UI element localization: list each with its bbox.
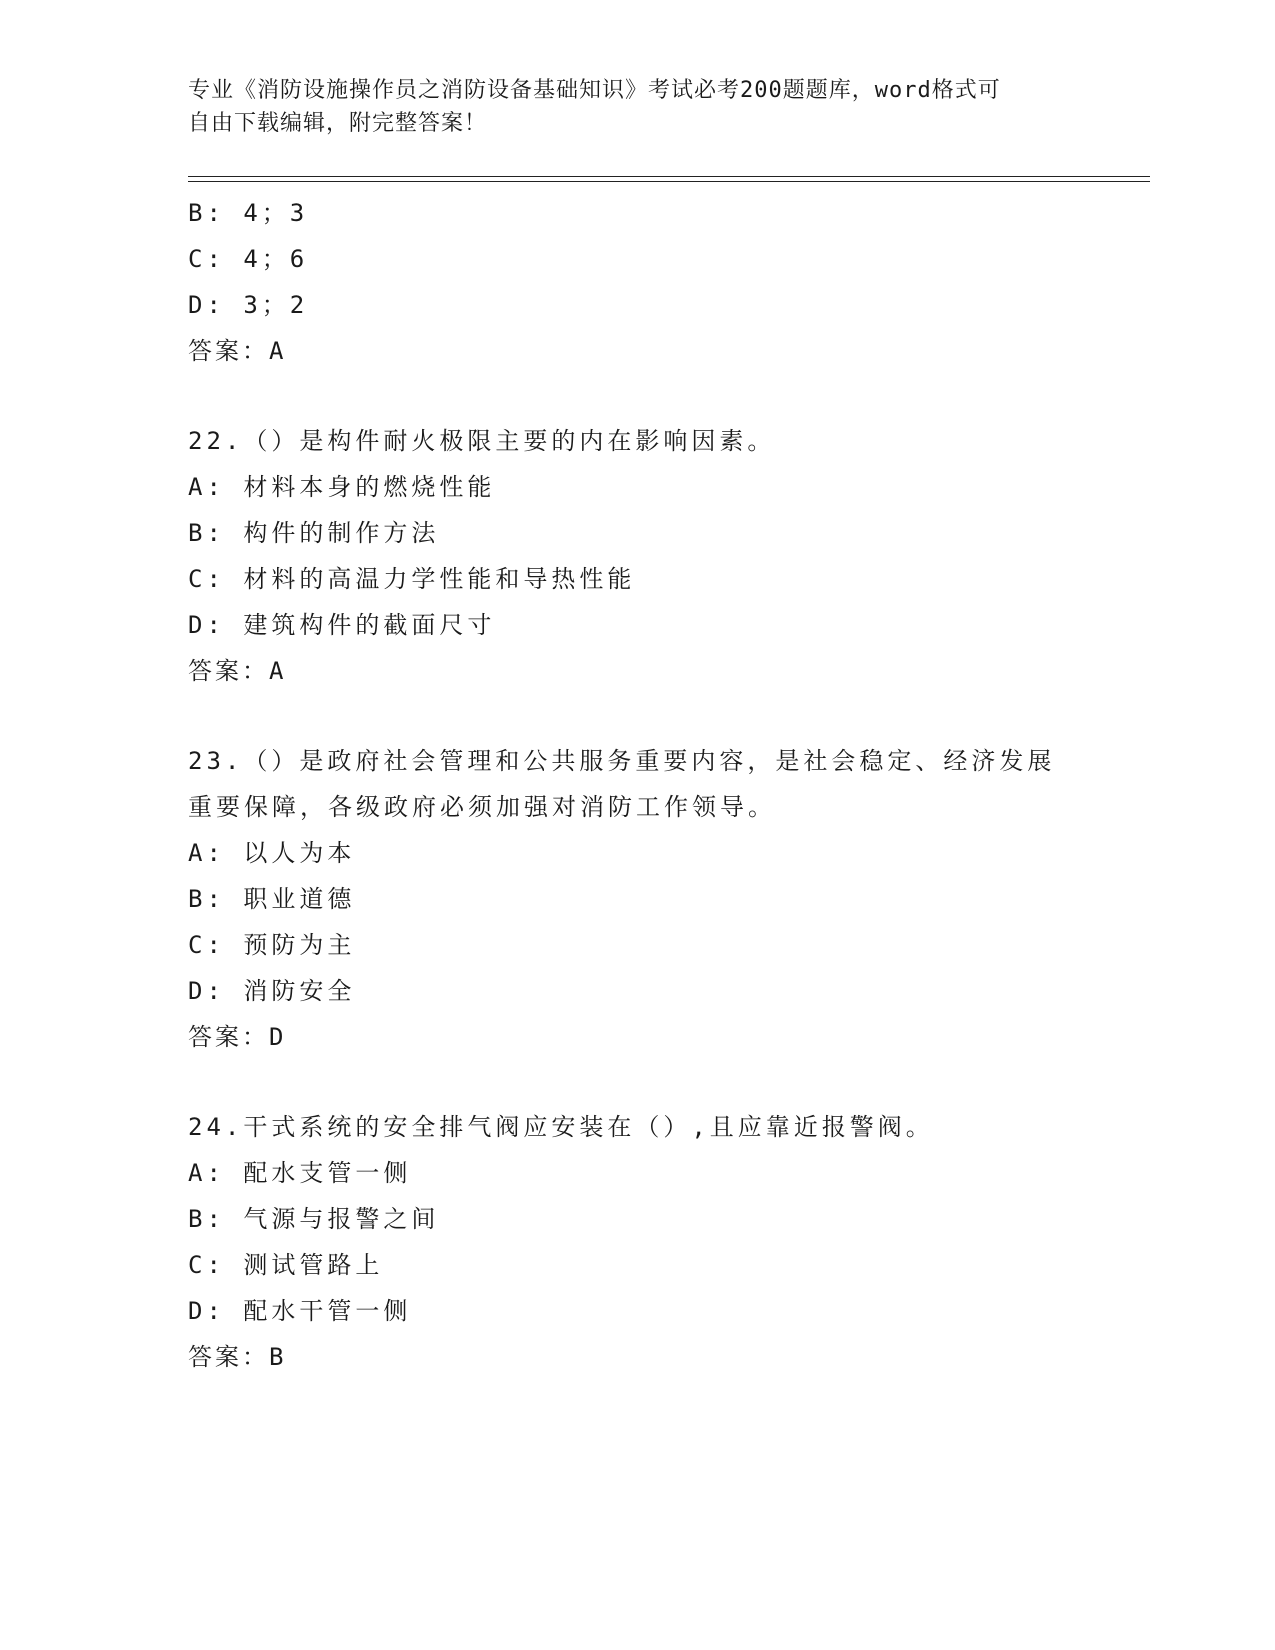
answer-label: 答案：B <box>188 1343 287 1371</box>
option-b: B: 4；3 <box>188 199 309 227</box>
question-21-continued <box>188 190 1148 374</box>
spacer <box>188 1060 1148 1104</box>
question-text-line-1: 23.（）是政府社会管理和公共服务重要内容，是社会稳定、经济发展 <box>188 747 1056 775</box>
option-c: C: 预防为主 <box>188 931 356 959</box>
answer-label: 答案：D <box>188 1023 287 1051</box>
header-title-line-2: 自由下载编辑，附完整答案！ <box>188 111 488 136</box>
spacer <box>188 694 1148 738</box>
option-c: C: 材料的高温力学性能和导热性能 <box>188 565 636 593</box>
option-d: D: 3；2 <box>188 291 309 319</box>
option-d: D: 消防安全 <box>188 977 356 1005</box>
question-24 <box>188 1104 1148 1380</box>
question-text: 24.干式系统的安全排气阀应安装在（）,且应靠近报警阀。 <box>188 1113 934 1141</box>
document-header <box>188 74 1088 140</box>
answer-label: 答案：A <box>188 337 287 365</box>
header-divider-top <box>188 176 1150 177</box>
option-d: D: 配水干管一侧 <box>188 1297 412 1325</box>
option-d: D: 建筑构件的截面尺寸 <box>188 611 496 639</box>
option-a: A: 配水支管一侧 <box>188 1159 412 1187</box>
option-a: A: 以人为本 <box>188 839 356 867</box>
option-b: B: 职业道德 <box>188 885 356 913</box>
question-text: 22.（）是构件耐火极限主要的内在影响因素。 <box>188 427 776 455</box>
option-c: C: 测试管路上 <box>188 1251 384 1279</box>
question-23 <box>188 738 1148 1060</box>
header-title-line-1: 专业《消防设施操作员之消防设备基础知识》考试必考200题题库，word格式可 <box>188 78 1001 103</box>
question-text-line-2: 重要保障，各级政府必须加强对消防工作领导。 <box>188 793 776 821</box>
option-b: B: 气源与报警之间 <box>188 1205 440 1233</box>
option-a: A: 材料本身的燃烧性能 <box>188 473 496 501</box>
answer-label: 答案：A <box>188 657 287 685</box>
spacer <box>188 374 1148 418</box>
header-divider-bottom <box>188 181 1150 182</box>
question-22 <box>188 418 1148 694</box>
question-list <box>188 190 1148 1380</box>
option-c: C: 4；6 <box>188 245 309 273</box>
option-b: B: 构件的制作方法 <box>188 519 440 547</box>
